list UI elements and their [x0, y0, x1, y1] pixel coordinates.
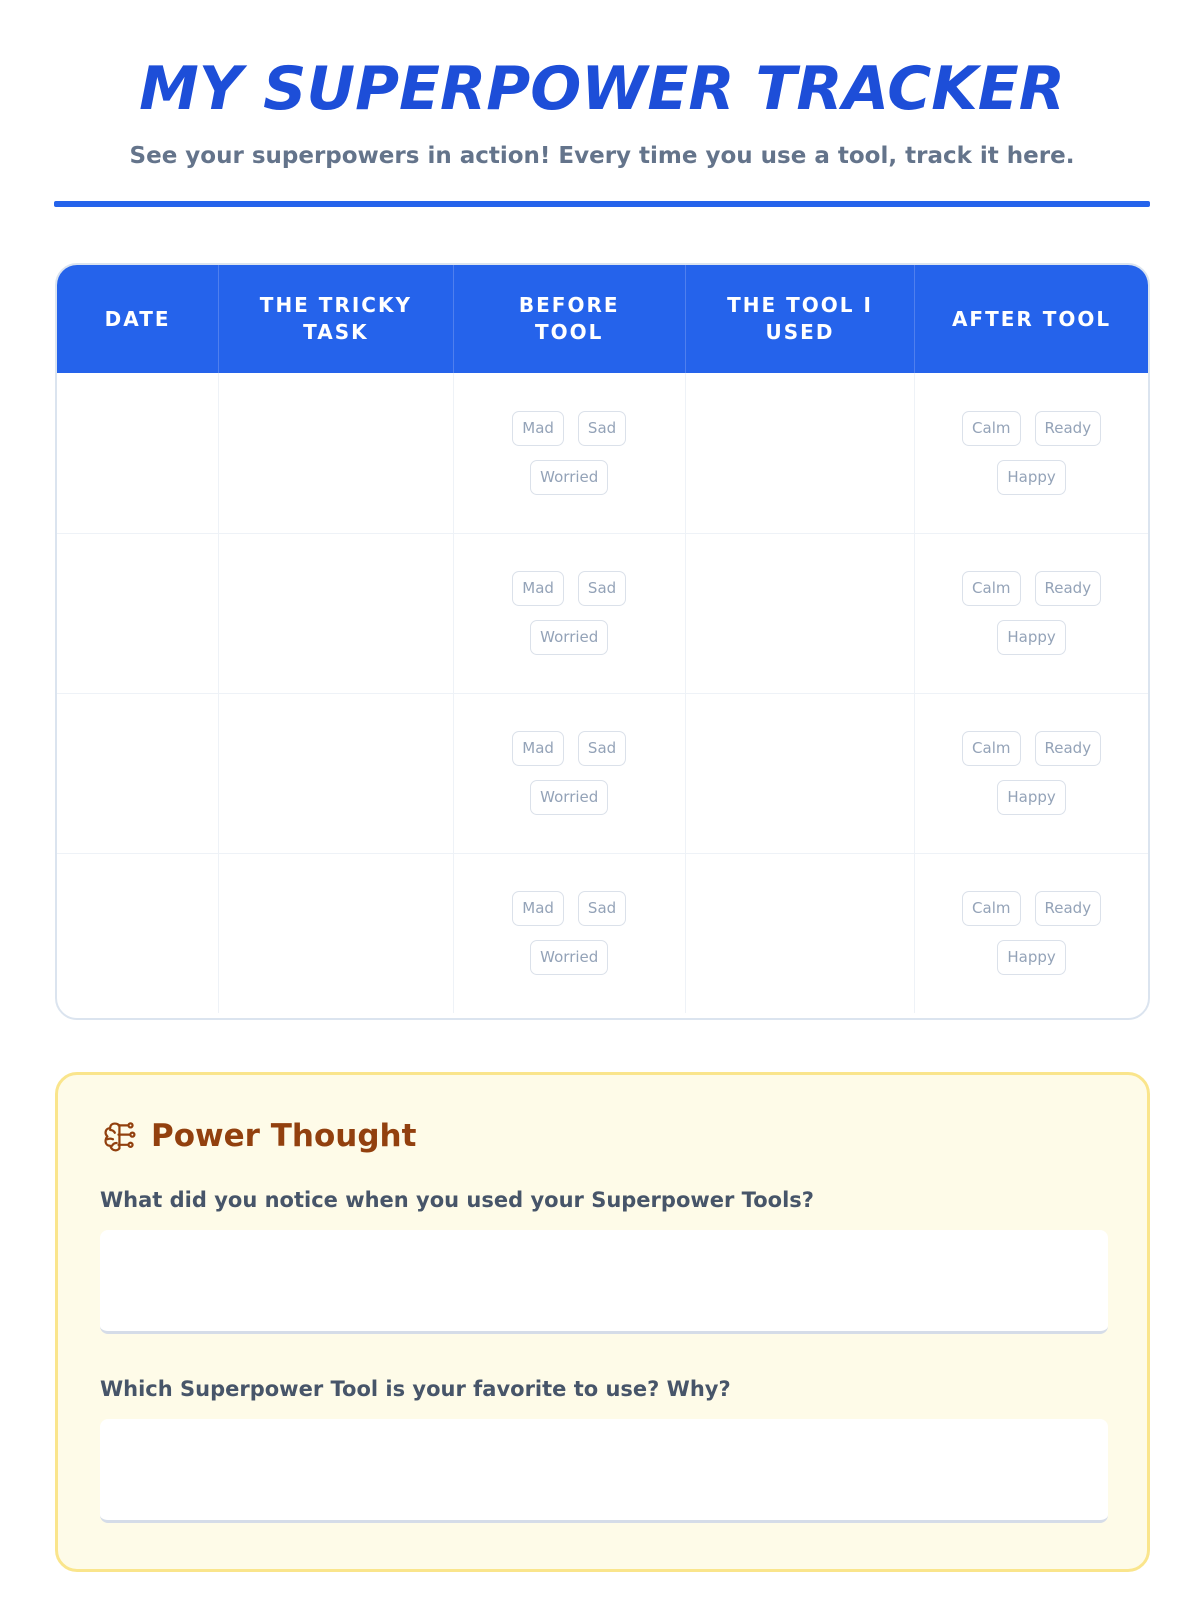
before-tool-cell [453, 533, 685, 693]
feeling-chip-calm[interactable]: Calm [962, 731, 1020, 766]
feeling-chip-mad[interactable]: Mad [512, 571, 564, 606]
tricky-task-cell[interactable] [219, 693, 453, 853]
feeling-chip-sad[interactable]: Sad [578, 731, 626, 766]
tracker-table-card [55, 263, 1150, 1020]
table-row [57, 373, 1148, 533]
table-row [57, 693, 1148, 853]
after-feeling-options [957, 891, 1107, 975]
reflection-answer-favorite[interactable] [100, 1419, 1108, 1523]
after-feeling-options [957, 411, 1107, 495]
before-feeling-options [494, 571, 644, 655]
feeling-chip-ready[interactable]: Ready [1035, 891, 1102, 926]
feeling-chip-calm[interactable]: Calm [962, 571, 1020, 606]
tracker-table [57, 265, 1148, 1013]
feeling-chip-mad[interactable]: Mad [512, 731, 564, 766]
feeling-chip-happy[interactable]: Happy [997, 460, 1065, 495]
after-tool-cell [915, 533, 1148, 693]
page-header [54, 50, 1150, 171]
tricky-task-cell[interactable] [219, 853, 453, 1013]
date-cell[interactable] [57, 373, 219, 533]
table-header-row [57, 265, 1148, 373]
tricky-task-cell[interactable] [219, 533, 453, 693]
tool-used-cell[interactable] [685, 693, 914, 853]
after-tool-cell [915, 373, 1148, 533]
feeling-chip-calm[interactable]: Calm [962, 891, 1020, 926]
feeling-chip-ready[interactable]: Ready [1035, 571, 1102, 606]
column-header-date: DATE [57, 265, 219, 373]
table-row [57, 533, 1148, 693]
feeling-chip-worried[interactable]: Worried [530, 460, 608, 495]
power-thought-heading [100, 1116, 1105, 1156]
feeling-chip-calm[interactable]: Calm [962, 411, 1020, 446]
date-cell[interactable] [57, 533, 219, 693]
feeling-chip-sad[interactable]: Sad [578, 411, 626, 446]
power-thought-title: Power Thought [151, 1118, 417, 1154]
feeling-chip-sad[interactable]: Sad [578, 571, 626, 606]
column-header-tool-used: THE TOOL I USED [685, 265, 914, 373]
page-title: MY SUPERPOWER TRACKER [139, 54, 1065, 124]
column-header-before-tool: BEFORE TOOL [453, 265, 685, 373]
feeling-chip-happy[interactable]: Happy [997, 940, 1065, 975]
column-header-after-tool: AFTER TOOL [915, 265, 1148, 373]
column-header-tricky-task: THE TRICKY TASK [219, 265, 453, 373]
feeling-chip-mad[interactable]: Mad [512, 411, 564, 446]
reflection-question-notice: What did you notice when you used your Superpower Tools? [100, 1188, 814, 1212]
power-thought-panel [55, 1072, 1150, 1572]
feeling-chip-worried[interactable]: Worried [530, 780, 608, 815]
before-tool-cell [453, 853, 685, 1013]
reflection-question-favorite: Which Superpower Tool is your favorite to use? Why? [100, 1377, 731, 1401]
feeling-chip-worried[interactable]: Worried [530, 620, 608, 655]
before-feeling-options [494, 891, 644, 975]
date-cell[interactable] [57, 853, 219, 1013]
feeling-chip-worried[interactable]: Worried [530, 940, 608, 975]
table-row [57, 853, 1148, 1013]
after-tool-cell [915, 853, 1148, 1013]
before-feeling-options [494, 731, 644, 815]
feeling-chip-ready[interactable]: Ready [1035, 411, 1102, 446]
after-tool-cell [915, 693, 1148, 853]
date-cell[interactable] [57, 693, 219, 853]
before-tool-cell [453, 693, 685, 853]
feeling-chip-happy[interactable]: Happy [997, 780, 1065, 815]
tool-used-cell[interactable] [685, 533, 914, 693]
feeling-chip-ready[interactable]: Ready [1035, 731, 1102, 766]
after-feeling-options [957, 731, 1107, 815]
brain-icon [100, 1118, 137, 1155]
feeling-chip-mad[interactable]: Mad [512, 891, 564, 926]
tool-used-cell[interactable] [685, 373, 914, 533]
feeling-chip-sad[interactable]: Sad [578, 891, 626, 926]
page-subtitle: See your superpowers in action! Every time you use a tool, track it here. [129, 143, 1075, 169]
reflection-answer-notice[interactable] [100, 1230, 1108, 1334]
tool-used-cell[interactable] [685, 853, 914, 1013]
tricky-task-cell[interactable] [219, 373, 453, 533]
header-divider [54, 201, 1150, 207]
before-feeling-options [494, 411, 644, 495]
after-feeling-options [957, 571, 1107, 655]
feeling-chip-happy[interactable]: Happy [997, 620, 1065, 655]
before-tool-cell [453, 373, 685, 533]
